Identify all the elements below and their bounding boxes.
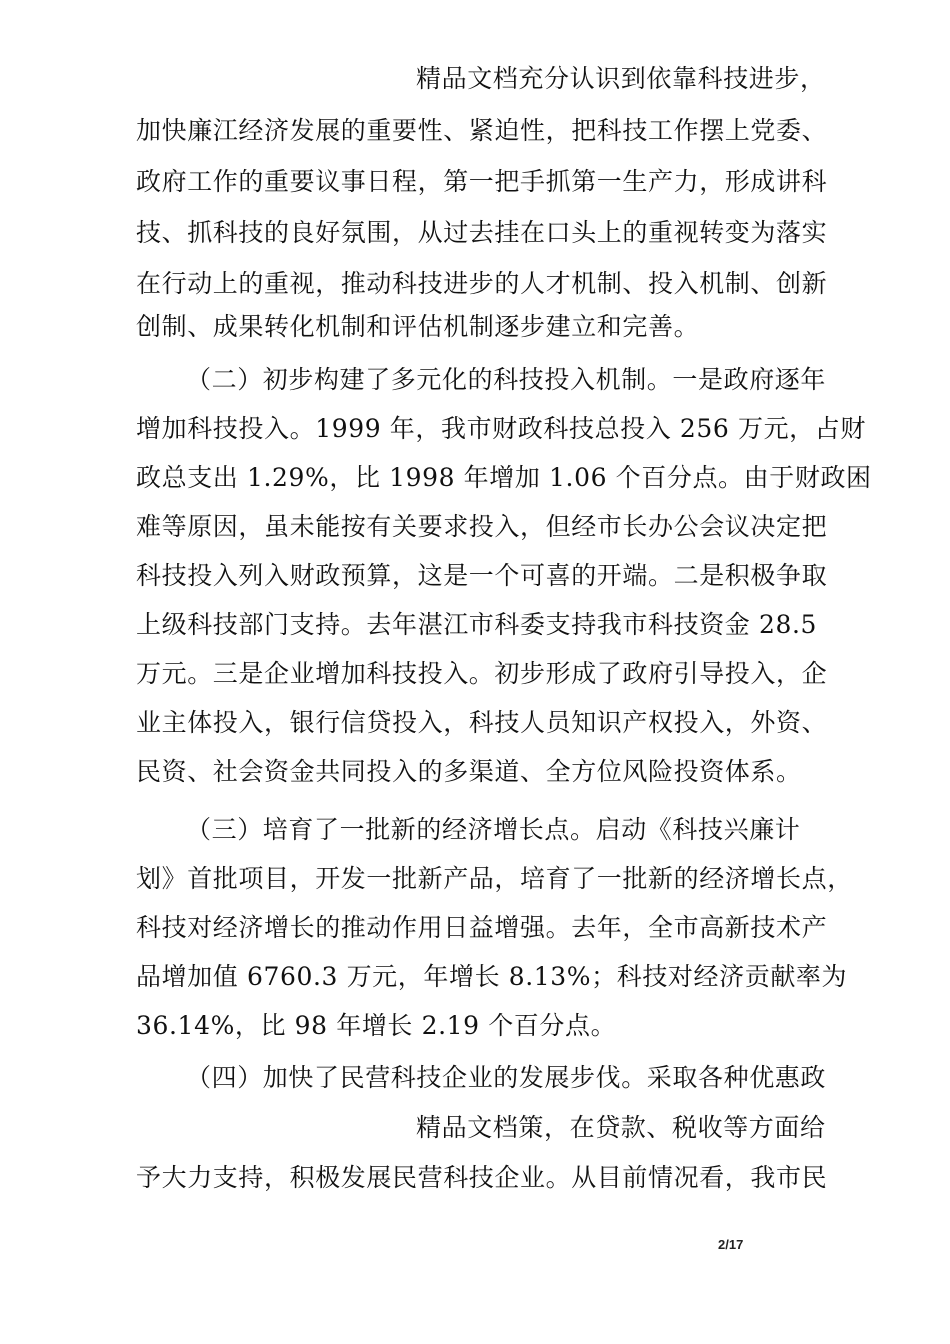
text-line: 科技投入列入财政预算，这是一个可喜的开端。二是积极争取 xyxy=(136,561,828,590)
text-line: 政府工作的重要议事日程，第一把手抓第一生产力，形成讲科 xyxy=(136,167,828,196)
text-line: 上级科技部门支持。去年湛江市科委支持我市科技资金 28.5 xyxy=(136,610,818,639)
text-line: 技、抓科技的良好氛围，从过去挂在口头上的重视转变为落实 xyxy=(136,218,828,247)
text-line: 精品文档充分认识到依靠科技进步， xyxy=(416,64,826,93)
text-line: 科技对经济增长的推动作用日益增强。去年，全市高新技术产 xyxy=(136,913,828,942)
text-line: 品增加值 6760.3 万元，年增长 8.13%；科技对经济贡献率为 xyxy=(136,962,848,991)
text-line: 创制、成果转化机制和评估机制逐步建立和完善。 xyxy=(136,312,700,341)
text-line: 业主体投入，银行信贷投入，科技人员知识产权投入，外资、 xyxy=(136,708,828,737)
text-line: 36.14%，比 98 年增长 2.19 个百分点。 xyxy=(136,1011,617,1040)
page-number: 2/17 xyxy=(718,1237,744,1252)
text-line: 民资、社会资金共同投入的多渠道、全方位风险投资体系。 xyxy=(136,757,802,786)
text-line: 加快廉江经济发展的重要性、紧迫性，把科技工作摆上党委、 xyxy=(136,116,828,145)
text-line: 在行动上的重视，推动科技进步的人才机制、投入机制、创新 xyxy=(136,269,828,298)
text-line: 难等原因，虽未能按有关要求投入，但经市长办公会议决定把 xyxy=(136,512,828,541)
text-line: 万元。三是企业增加科技投入。初步形成了政府引导投入，企 xyxy=(136,659,828,688)
text-line: 精品文档策，在贷款、税收等方面给 xyxy=(416,1113,826,1142)
paragraph-start-line: （三）培育了一批新的经济增长点。启动《科技兴廉计 xyxy=(186,815,801,844)
text-line: 划》首批项目，开发一批新产品，培育了一批新的经济增长点， xyxy=(136,864,853,893)
text-line: 予大力支持，积极发展民营科技企业。从目前情况看，我市民 xyxy=(136,1163,828,1192)
text-line: 政总支出 1.29%，比 1998 年增加 1.06 个百分点。由于财政困 xyxy=(136,463,872,492)
paragraph-start-line: （四）加快了民营科技企业的发展步伐。采取各种优惠政 xyxy=(186,1063,827,1092)
text-line: 增加科技投入。1999 年，我市财政科技总投入 256 万元，占财 xyxy=(136,414,866,443)
paragraph-start-line: （二）初步构建了多元化的科技投入机制。一是政府逐年 xyxy=(186,365,827,394)
